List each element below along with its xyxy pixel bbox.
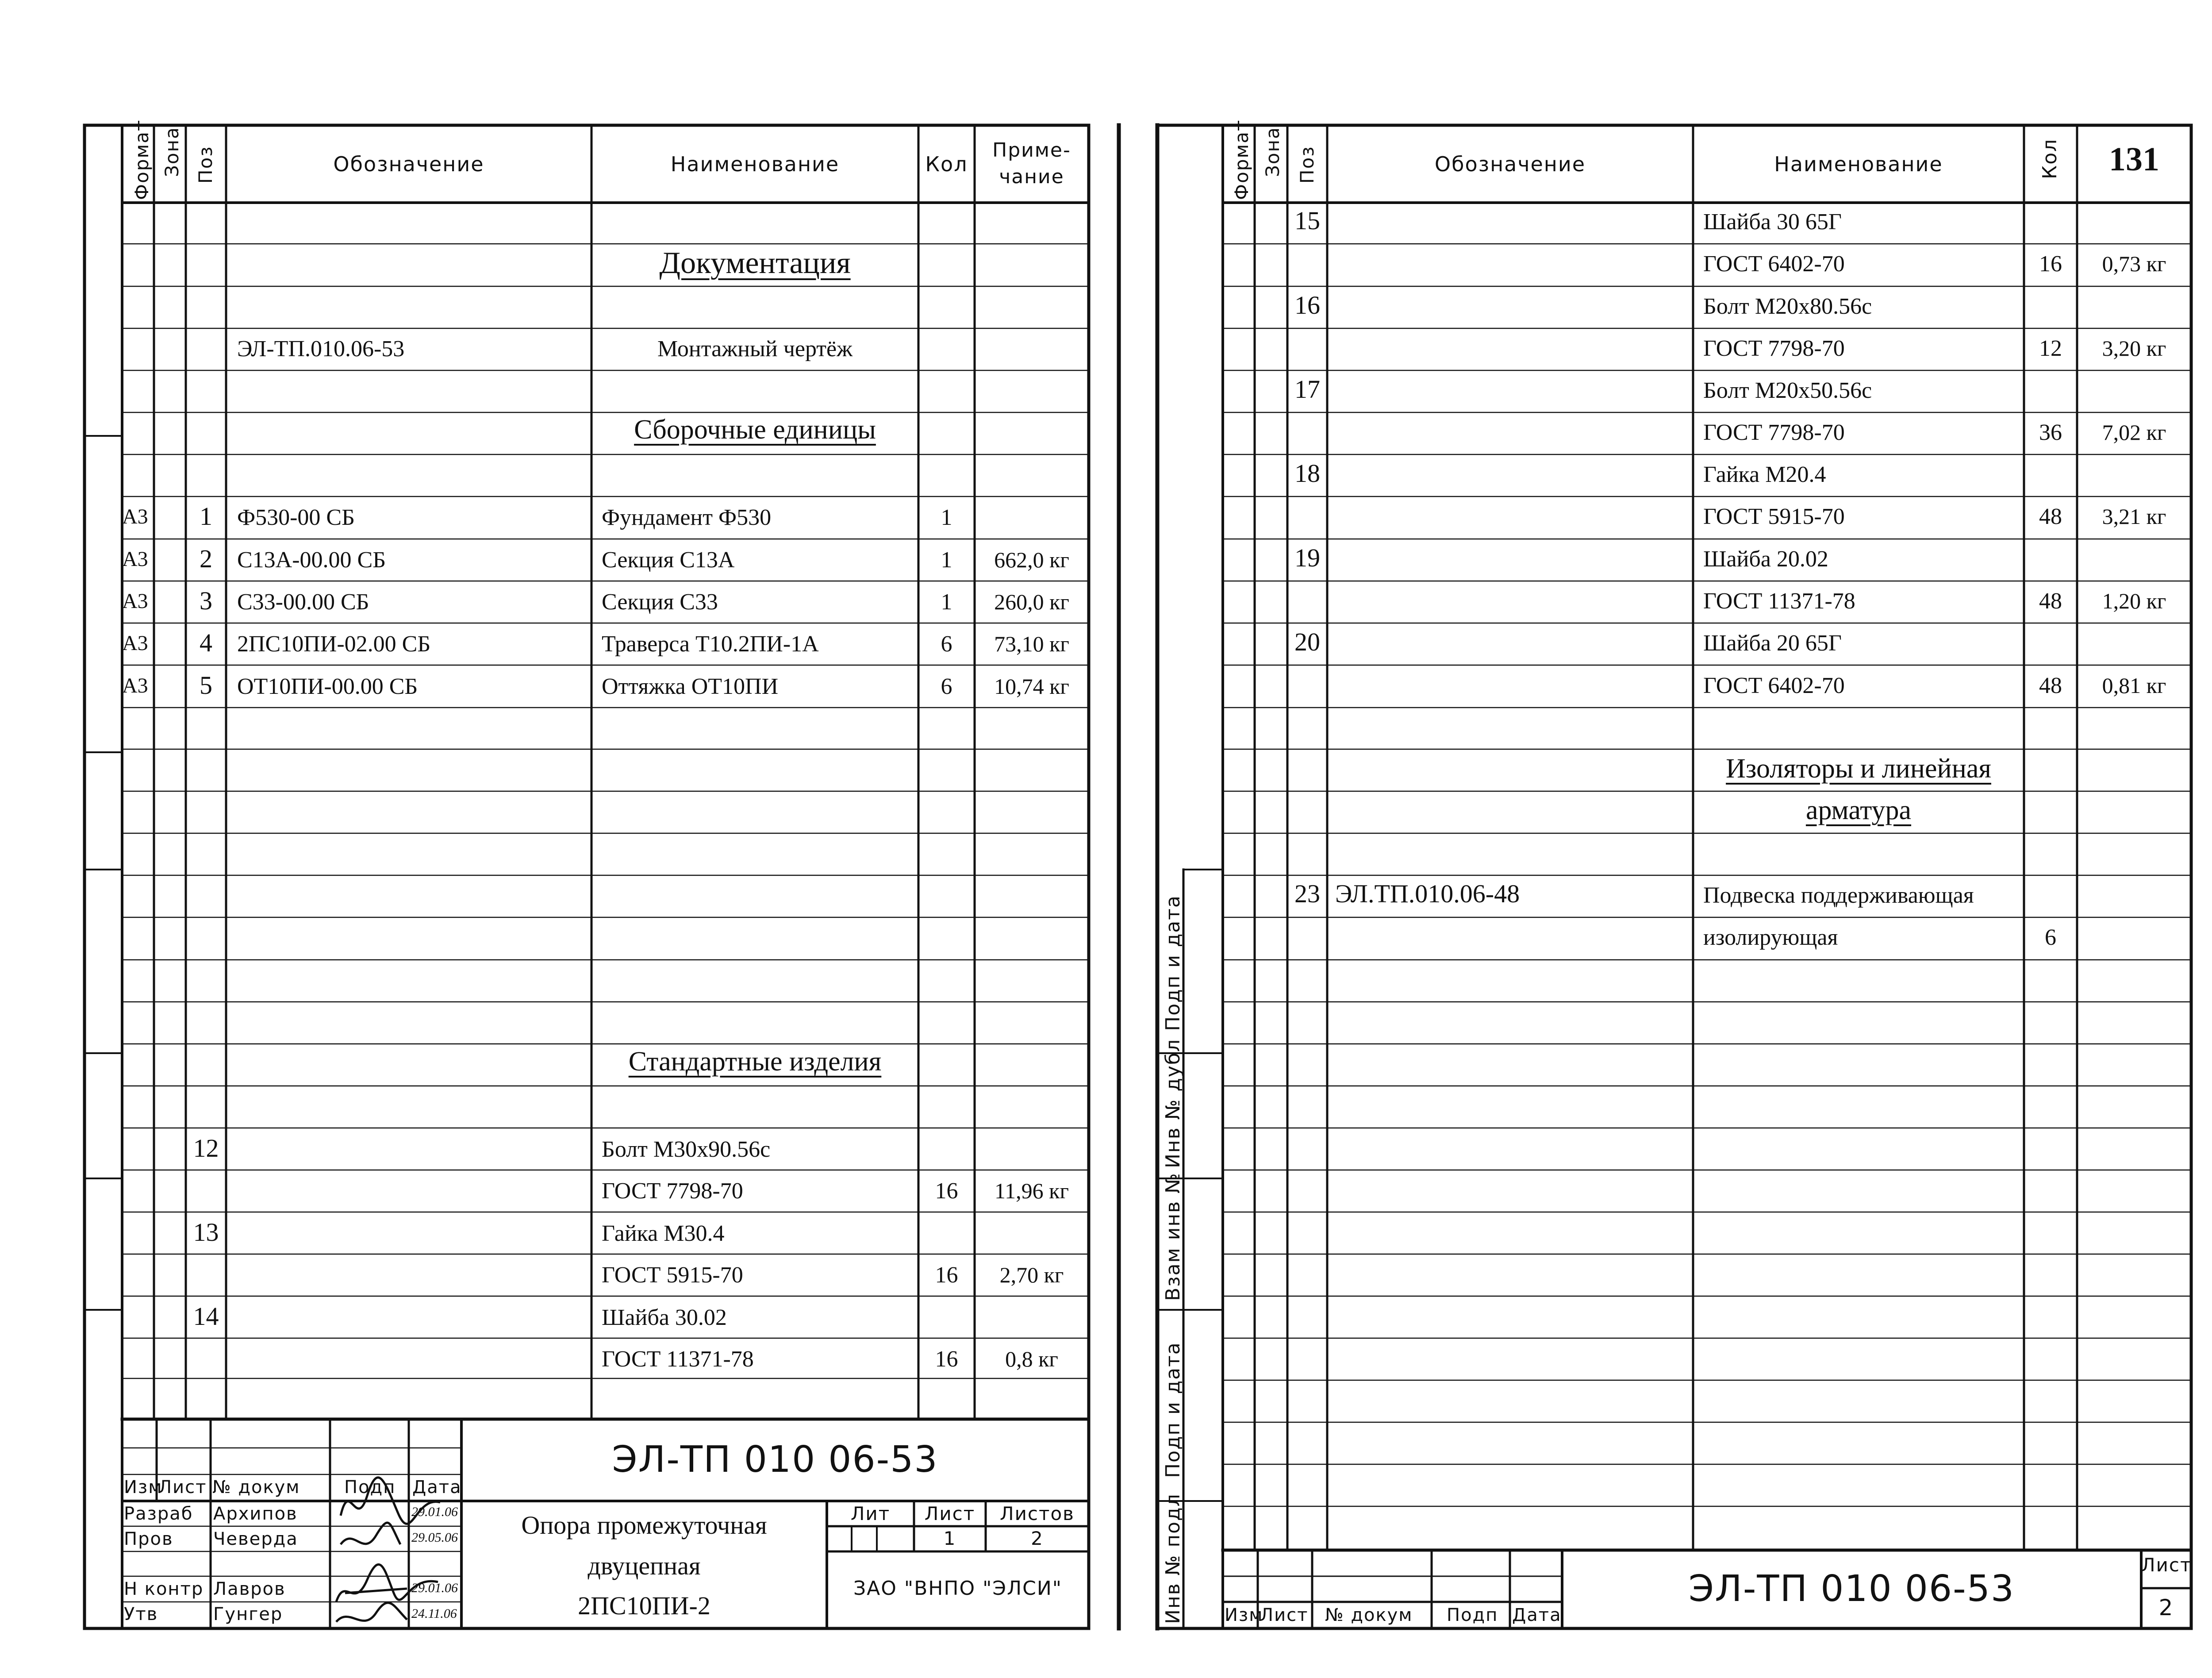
right-header-format: Формат [1231, 119, 1252, 200]
row-qty: 1 [941, 505, 952, 530]
tb-lit-label: Лит [850, 1503, 891, 1524]
row-name: ГОСТ 6402-70 [1703, 251, 1845, 277]
row-name: Секция С33 [602, 589, 718, 615]
row-pos: 15 [1294, 206, 1320, 235]
row-format: А3 [122, 547, 148, 571]
row-name: ГОСТ 11371-78 [602, 1347, 754, 1372]
row-note: 73,10 кг [994, 631, 1069, 656]
tb-col-date: Дата [412, 1477, 462, 1497]
row-qty: 16 [935, 1347, 958, 1372]
footer-code: ЭЛ-ТП 010 06-53 [1688, 1568, 2015, 1610]
row-qty: 6 [2045, 925, 2056, 950]
tb-role-utv: Утв [124, 1604, 158, 1624]
tb-date-nkontr: 29.01.06 [411, 1581, 458, 1595]
row-name: Оттяжка ОТ10ПИ [602, 674, 779, 699]
title-block-code: ЭЛ-ТП 010 06-53 [612, 1439, 938, 1481]
row-note: 662,0 кг [994, 547, 1069, 572]
row-name: Болт М30х90.56с [602, 1137, 771, 1162]
row-name: ГОСТ 5915-70 [1703, 504, 1845, 529]
tb-date-utv: 24.11.06 [411, 1606, 457, 1621]
row-designation: 2ПС10ПИ-02.00 СБ [237, 631, 431, 657]
row-qty: 48 [2039, 504, 2062, 529]
row-name: изолирующая [1703, 925, 1838, 950]
tb-name-nkontr: Лавров [213, 1579, 286, 1599]
left-header-qty: Кол [925, 152, 968, 176]
row-qty: 1 [941, 589, 952, 615]
row-name: ГОСТ 11371-78 [1703, 589, 1855, 614]
row-name: Секция С13А [602, 547, 735, 573]
tb-col-list: Лист [158, 1477, 207, 1497]
tb-date-prov: 29.05.06 [411, 1530, 458, 1545]
row-note: 260,0 кг [994, 589, 1069, 614]
doc-title-line-1: Опора промежуточная [521, 1511, 767, 1539]
row-note: 0,8 кг [1005, 1347, 1058, 1371]
row-name: ГОСТ 7798-70 [1703, 420, 1845, 445]
row-name: Шайба 20 65Г [1703, 631, 1842, 656]
tb-name-prov: Чеверда [213, 1529, 298, 1549]
row-format: А3 [122, 505, 148, 528]
row-designation: ЭЛ.ТП.010.06-48 [1335, 879, 1520, 908]
tb-col-podp: Подп [344, 1477, 396, 1497]
row-qty: 12 [2039, 336, 2062, 361]
footer-col-doc: № докум [1325, 1605, 1413, 1625]
left-header-name: Наименование [670, 152, 840, 176]
tb-date-razrab: 29.01.06 [411, 1505, 458, 1519]
row-pos: 5 [200, 671, 212, 700]
row-format: А3 [122, 589, 148, 613]
footer-col-date: Дата [1512, 1605, 1562, 1625]
row-qty: 6 [941, 674, 952, 699]
tb-col-doc: № докум [212, 1477, 300, 1497]
footer-col-podp: Подп [1447, 1605, 1498, 1625]
row-name: Гайка М20.4 [1703, 462, 1826, 487]
row-note: 11,96 кг [995, 1178, 1069, 1203]
side-label-inv-dubl: Инв № дубл [1162, 1038, 1184, 1168]
row-pos: 12 [193, 1134, 219, 1162]
row-qty: 16 [2039, 251, 2062, 277]
row-name: ГОСТ 6402-70 [1703, 673, 1845, 698]
right-header-designation: Обозначение [1434, 152, 1586, 176]
row-designation: ОТ10ПИ-00.00 СБ [237, 674, 418, 699]
signature-utv [336, 1603, 407, 1622]
row-qty: 1 [941, 547, 952, 573]
left-header-designation: Обозначение [333, 152, 484, 176]
row-name: Траверса Т10.2ПИ-1А [602, 631, 819, 657]
right-header-pos: Поз [1296, 146, 1318, 184]
row-name: Фундамент Ф530 [602, 505, 772, 530]
row-designation: Ф530-00 СБ [237, 505, 355, 530]
row-pos: 13 [193, 1218, 219, 1247]
row-qty: 16 [935, 1178, 958, 1204]
tb-col-izm: Изм [124, 1477, 163, 1497]
left-header-note-1: Приме- [992, 139, 1071, 162]
row-pos: 17 [1294, 375, 1320, 404]
row-pos: 20 [1294, 627, 1320, 656]
row-pos: 19 [1294, 543, 1320, 572]
row-name: Болт М20х80.56с [1703, 294, 1872, 319]
row-qty: 48 [2039, 589, 2062, 614]
row-name: Подвеска поддерживающая [1703, 883, 1974, 908]
tb-role-razrab: Разраб [124, 1504, 193, 1524]
row-note: 3,20 кг [2102, 336, 2166, 361]
tb-name-razrab: Архипов [213, 1504, 298, 1524]
side-label-inv-podl: Инв № подл [1162, 1493, 1184, 1624]
row-pos: 14 [193, 1302, 219, 1331]
row-note: 3,21 кг [2102, 504, 2166, 529]
right-header-zone: Зона [1262, 127, 1283, 177]
row-name: ГОСТ 7798-70 [1703, 336, 1845, 361]
row-note: 10,74 кг [994, 674, 1069, 699]
row-name: Болт М20х50.56с [1703, 378, 1872, 403]
left-header-format: Формат [131, 119, 153, 200]
row-name: ГОСТ 7798-70 [602, 1178, 743, 1204]
row-pos: 2 [200, 544, 212, 573]
row-designation: С33-00.00 СБ [237, 589, 369, 615]
footer-col-izm: Изм [1225, 1605, 1263, 1625]
row-pos: 23 [1294, 879, 1320, 908]
row-pos: 16 [1294, 291, 1320, 319]
row-qty: 36 [2039, 420, 2062, 445]
left-header-pos: Поз [195, 146, 216, 184]
section-standard-items: Стандартные изделия [628, 1047, 882, 1077]
tb-sheet-value: 1 [943, 1528, 956, 1549]
row-pos: 3 [200, 586, 212, 615]
section-assembly-units: Сборочные единицы [634, 415, 876, 445]
row-note: 0,81 кг [2102, 673, 2166, 698]
row-pos: 4 [200, 628, 212, 657]
row-designation: ЭЛ-ТП.010.06-53 [237, 336, 405, 362]
footer-col-list: Лист [1260, 1605, 1309, 1625]
right-header-qty: Кол [2039, 138, 2061, 179]
right-header-name: Наименование [1774, 152, 1943, 176]
row-name: Шайба 30 65Г [1703, 209, 1842, 235]
row-qty: 48 [2039, 673, 2062, 698]
side-label-podp-data-1: Подп и дата [1162, 895, 1184, 1031]
row-name: ГОСТ 5915-70 [602, 1262, 743, 1288]
row-note: 7,02 кг [2102, 420, 2166, 445]
row-name: Гайка М30.4 [602, 1221, 725, 1246]
row-note: 2,70 кг [999, 1262, 1064, 1287]
section-insulators-line-1: Изоляторы и линейная [1726, 754, 1991, 784]
tb-name-utv: Гунгер [213, 1604, 283, 1624]
tb-sheets-value: 2 [1031, 1528, 1044, 1549]
row-format: А3 [122, 674, 148, 697]
side-label-vzam-inv: Взам инв № [1162, 1172, 1184, 1301]
tb-organization: ЗАО "ВНПО "ЭЛСИ" [853, 1577, 1063, 1600]
row-pos: 1 [200, 502, 212, 531]
left-header-note-2: чание [999, 165, 1064, 188]
doc-title-line-3: 2ПС10ПИ-2 [578, 1591, 710, 1620]
page-number: 131 [2109, 141, 2159, 178]
row-note: 1,20 кг [2102, 589, 2166, 613]
doc-title-line-2: двуцепная [588, 1551, 701, 1580]
tb-sheets-label: Листов [1000, 1503, 1075, 1524]
row-name: Монтажный чертёж [657, 336, 853, 362]
row-format: А3 [122, 631, 148, 655]
footer-sheet-value: 2 [2158, 1595, 2174, 1620]
section-documentation: Документация [659, 246, 851, 280]
left-header-zone: Зона [161, 127, 183, 177]
footer-sheet-label: Лист [2141, 1554, 2192, 1576]
row-pos: 18 [1294, 459, 1320, 488]
row-name: Шайба 20.02 [1703, 547, 1828, 572]
row-qty: 6 [941, 631, 952, 657]
row-designation: С13А-00.00 СБ [237, 547, 386, 573]
row-note: 0,73 кг [2102, 251, 2166, 276]
row-name: Шайба 30.02 [602, 1305, 727, 1330]
tb-sheet-label: Лист [924, 1503, 975, 1524]
tb-role-prov: Пров [124, 1529, 173, 1549]
tb-role-nkontr: Н контр [124, 1579, 204, 1599]
row-qty: 16 [935, 1262, 958, 1288]
side-label-podp-data-2: Подп и дата [1162, 1342, 1184, 1478]
section-insulators-line-2: арматура [1805, 795, 1912, 825]
